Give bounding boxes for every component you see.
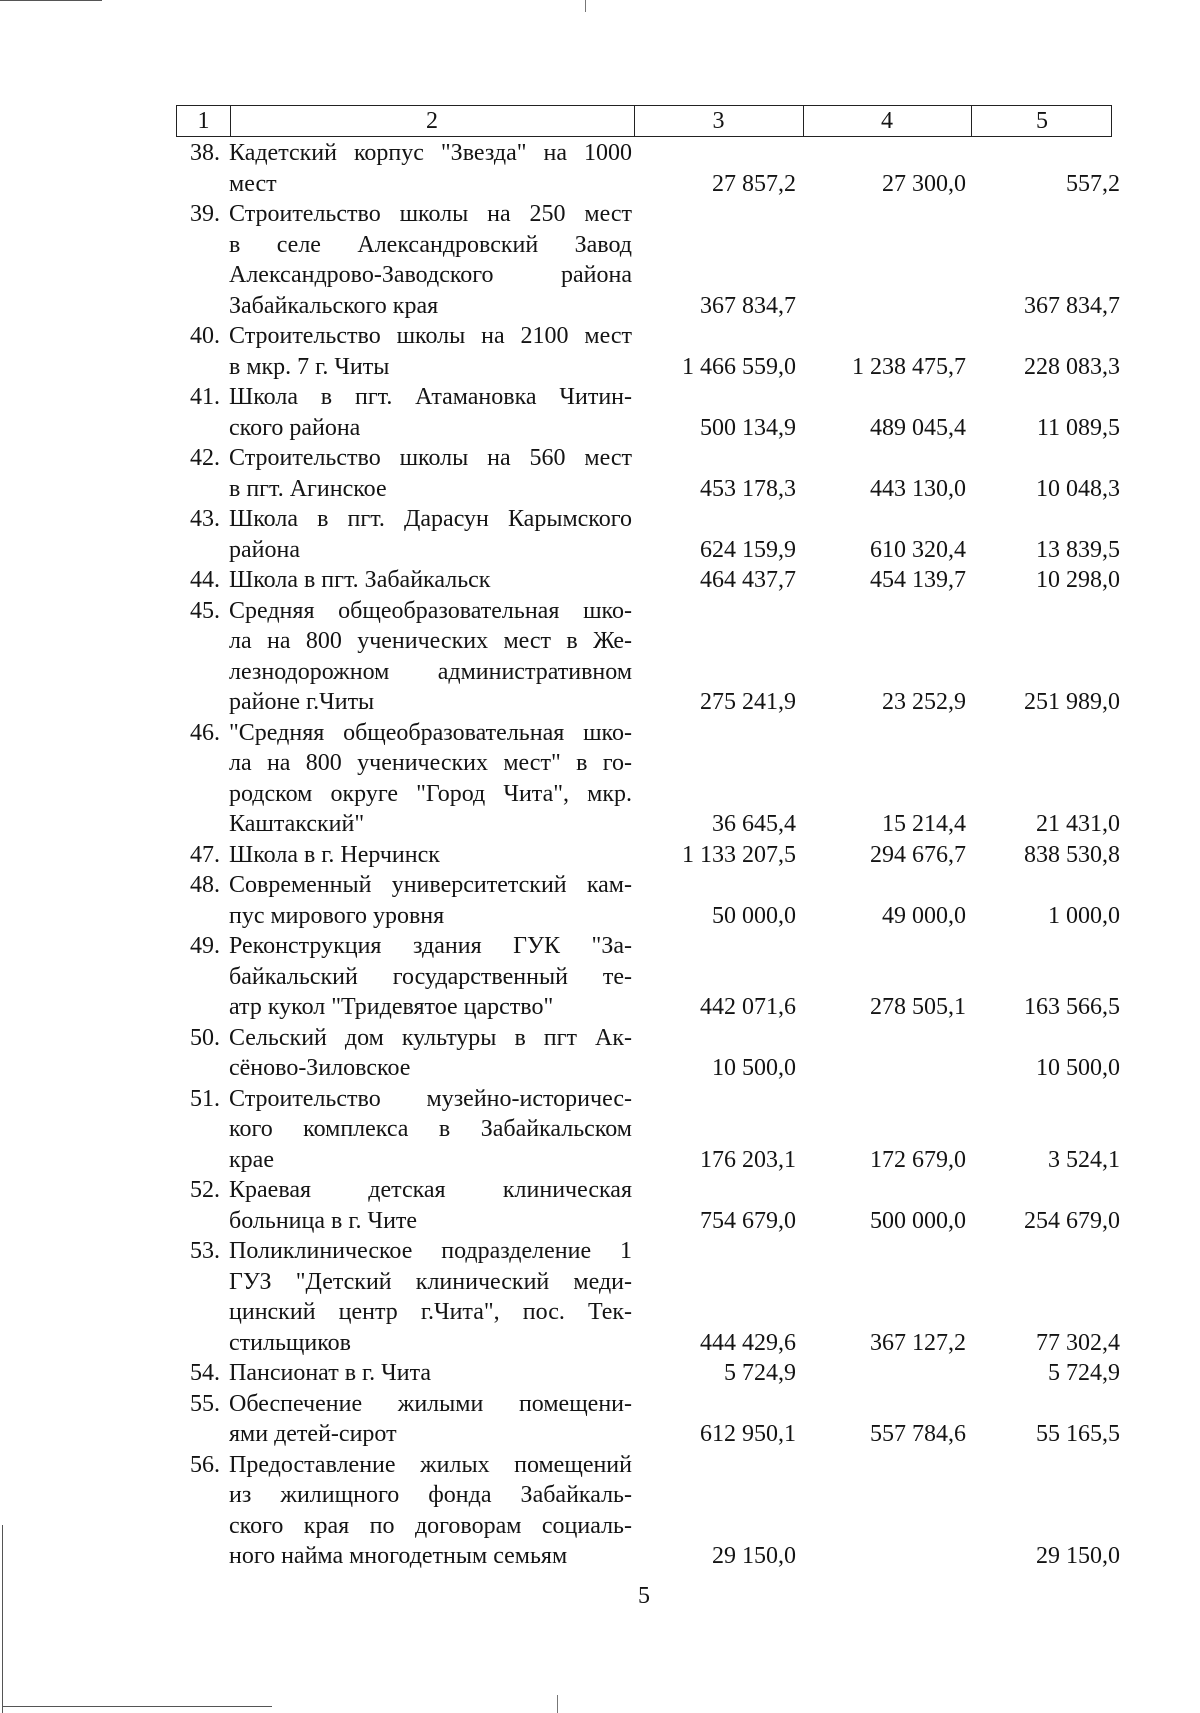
row-name-line: Средняя общеобразовательная шко- <box>229 597 632 624</box>
table-row <box>0 1450 1200 1572</box>
row-name-line: Строительство школы на 2100 мест <box>229 323 632 349</box>
row-name-line: крае <box>229 1146 274 1173</box>
row-name-line: Кадетский корпус "Звезда" на 1000 <box>229 140 632 166</box>
value-col-4: 610 320,4 <box>870 536 966 563</box>
value-col-4: 15 214,4 <box>882 811 966 837</box>
row-name-line: в селе Александровский Завод <box>229 231 632 258</box>
row-name-line: Строительство музейно-историчес- <box>229 1085 632 1112</box>
header-cell-2: 2 <box>426 107 438 134</box>
row-number: 39. <box>190 201 220 227</box>
value-col-3: 612 950,1 <box>700 1421 796 1447</box>
row-number: 56. <box>190 1451 220 1478</box>
row-name <box>229 1175 632 1236</box>
row-name <box>229 138 632 199</box>
row-name <box>229 199 632 321</box>
value-col-4: 23 252,9 <box>882 689 966 715</box>
table-row <box>0 931 1200 1023</box>
row-name <box>229 443 632 504</box>
header-cell-5: 5 <box>1036 107 1048 134</box>
row-name-line: ного найма многодетным семьям <box>229 1543 568 1569</box>
row-name-line: Реконструкция здания ГУК "За- <box>229 933 632 959</box>
scan-border-line <box>2 1706 272 1707</box>
value-col-5: 1 000,0 <box>1048 902 1120 929</box>
row-number: 41. <box>190 384 220 410</box>
row-name-line: Сельский дом культуры в пгт Ак- <box>229 1024 632 1051</box>
value-col-4: 489 045,4 <box>870 414 966 441</box>
row-number: 52. <box>190 1177 220 1203</box>
table-body <box>0 138 1200 1572</box>
row-name-line: пус мирового уровня <box>229 902 445 929</box>
row-name-line: кого комплекса в Забайкальском <box>229 1116 632 1142</box>
table-row <box>0 870 1200 931</box>
table-row <box>0 840 1200 871</box>
row-name-line: Поликлиническое подразделение 1 <box>229 1238 632 1264</box>
row-number: 45. <box>190 597 220 624</box>
row-name <box>229 504 632 565</box>
row-name-line: Школа в пгт. Атамановка Читин- <box>229 384 632 410</box>
row-name-line: Школа в пгт. Забайкальск <box>229 567 491 593</box>
row-number: 49. <box>190 933 220 959</box>
table-row <box>0 138 1200 199</box>
value-col-4: 27 300,0 <box>882 170 966 197</box>
header-cell-3: 3 <box>712 107 725 134</box>
row-number: 47. <box>190 841 220 868</box>
row-name <box>229 321 632 382</box>
row-name-line: Предоставление жилых помещений <box>229 1451 632 1478</box>
row-name-line: Строительство школы на 250 мест <box>229 201 632 227</box>
row-name-line: района <box>229 536 300 563</box>
value-col-5: 29 150,0 <box>1036 1543 1120 1569</box>
value-col-3: 464 437,7 <box>700 567 796 593</box>
scan-border-line <box>2 1525 3 1713</box>
row-number: 50. <box>190 1024 220 1051</box>
row-name-line: Краевая детская клиническая <box>229 1177 632 1203</box>
value-col-3: 5 724,9 <box>724 1360 796 1386</box>
row-name <box>229 1389 632 1450</box>
row-number: 38. <box>190 140 220 166</box>
row-name-line: Обеспечение жилыми помещени- <box>229 1390 632 1417</box>
row-name <box>229 718 632 840</box>
scan-mark <box>585 0 586 12</box>
value-col-5: 21 431,0 <box>1036 811 1120 837</box>
row-name-line: Забайкальского края <box>229 292 439 319</box>
value-col-5: 10 500,0 <box>1036 1055 1120 1081</box>
value-col-5: 3 524,1 <box>1048 1146 1120 1173</box>
table-row <box>0 565 1200 596</box>
value-col-4: 500 000,0 <box>870 1207 966 1234</box>
value-col-3: 624 159,9 <box>700 536 796 563</box>
row-name-line: "Средняя общеобразовательная шко- <box>229 719 632 746</box>
row-name-line: байкальский государственный те- <box>229 963 632 990</box>
value-col-4: 367 127,2 <box>870 1329 966 1356</box>
row-name-line: сёново-Зиловское <box>229 1055 411 1081</box>
row-name-line: стильщиков <box>229 1329 352 1356</box>
row-number: 46. <box>190 719 220 746</box>
table-row <box>0 1084 1200 1176</box>
row-name-line: в мкр. 7 г. Читы <box>229 353 390 380</box>
table-row <box>0 1236 1200 1358</box>
value-col-5: 10 048,3 <box>1036 475 1120 502</box>
row-name-line: ями детей-сирот <box>229 1421 397 1447</box>
value-col-4: 443 130,0 <box>870 475 966 502</box>
table-row <box>0 1358 1200 1389</box>
value-col-3: 176 203,1 <box>700 1146 796 1173</box>
row-number: 55. <box>190 1390 220 1417</box>
value-col-4: 172 679,0 <box>870 1146 966 1173</box>
row-number: 40. <box>190 323 220 349</box>
row-number: 54. <box>190 1360 220 1386</box>
value-col-3: 442 071,6 <box>700 994 796 1020</box>
row-name-line: в пгт. Агинское <box>229 475 387 502</box>
scan-border-line <box>0 0 102 1</box>
page-number: 5 <box>638 1583 650 1609</box>
value-col-3: 500 134,9 <box>700 414 796 441</box>
row-name-line: лезнодорожном административном <box>229 658 632 685</box>
value-col-5: 251 989,0 <box>1024 689 1120 715</box>
scan-mark <box>557 1695 558 1713</box>
row-name-line: больница в г. Чите <box>229 1207 418 1234</box>
value-col-4: 294 676,7 <box>870 841 966 868</box>
row-name-line: Школа в г. Нерчинск <box>229 841 440 868</box>
table-row <box>0 199 1200 321</box>
table-row <box>0 718 1200 840</box>
row-name-line: ского края по договорам социаль- <box>229 1512 632 1539</box>
value-col-3: 10 500,0 <box>712 1055 796 1081</box>
value-col-3: 29 150,0 <box>712 1543 796 1569</box>
value-col-4: 278 505,1 <box>870 994 966 1020</box>
row-name-line: ла на 800 ученических мест" в го- <box>229 750 632 776</box>
value-col-3: 275 241,9 <box>700 689 796 715</box>
row-number: 43. <box>190 506 220 532</box>
header-cell-4: 4 <box>881 107 893 134</box>
header-cell-1: 1 <box>197 107 210 134</box>
table-row <box>0 382 1200 443</box>
row-number: 48. <box>190 872 220 898</box>
value-col-3: 754 679,0 <box>700 1207 796 1234</box>
value-col-5: 77 302,4 <box>1036 1329 1120 1356</box>
row-name-line: ГУЗ "Детский клинический меди- <box>229 1268 632 1295</box>
value-col-3: 1 466 559,0 <box>682 353 796 380</box>
row-name-line: Пансионат в г. Чита <box>229 1360 432 1386</box>
row-number: 42. <box>190 445 220 471</box>
row-name-line: Школа в пгт. Дарасун Карымского <box>229 506 632 532</box>
row-name <box>229 565 632 596</box>
table-row <box>0 1023 1200 1084</box>
row-name <box>229 382 632 443</box>
row-name-line: ского района <box>229 414 361 441</box>
row-name <box>229 1084 632 1176</box>
row-name <box>229 596 632 718</box>
table-row <box>0 596 1200 718</box>
row-name-line: ла на 800 ученических мест в Же- <box>229 628 632 654</box>
value-col-3: 453 178,3 <box>700 475 796 502</box>
value-col-3: 367 834,7 <box>700 292 796 319</box>
row-name-line: Современный университетский кам- <box>229 872 632 898</box>
value-col-5: 228 083,3 <box>1024 353 1120 380</box>
row-number: 53. <box>190 1238 220 1264</box>
table-header <box>176 105 1112 137</box>
value-col-5: 10 298,0 <box>1036 567 1120 593</box>
row-name-line: мест <box>229 170 277 197</box>
value-col-3: 444 429,6 <box>700 1329 796 1356</box>
value-col-3: 27 857,2 <box>712 170 796 197</box>
value-col-5: 367 834,7 <box>1024 292 1120 319</box>
row-name <box>229 870 632 931</box>
value-col-5: 11 089,5 <box>1036 414 1120 441</box>
row-name-line: цинский центр г.Чита", пос. Тек- <box>229 1299 632 1325</box>
row-name <box>229 1023 632 1084</box>
table-row <box>0 504 1200 565</box>
value-col-5: 55 165,5 <box>1036 1421 1120 1447</box>
row-name-line: Строительство школы на 560 мест <box>229 445 632 471</box>
row-name <box>229 931 632 1023</box>
row-name <box>229 840 632 871</box>
value-col-5: 5 724,9 <box>1048 1360 1120 1386</box>
value-col-3: 36 645,4 <box>712 811 796 837</box>
row-name <box>229 1236 632 1358</box>
row-name-line: Александрово-Заводского района <box>229 262 632 288</box>
value-col-5: 13 839,5 <box>1036 536 1120 563</box>
table-row <box>0 1389 1200 1450</box>
row-number: 51. <box>190 1085 220 1112</box>
value-col-5: 557,2 <box>1066 170 1120 197</box>
value-col-3: 1 133 207,5 <box>682 841 796 868</box>
row-name-line: из жилищного фонда Забайкаль- <box>229 1482 632 1508</box>
value-col-4: 557 784,6 <box>870 1421 966 1447</box>
value-col-4: 49 000,0 <box>882 902 966 929</box>
value-col-5: 838 530,8 <box>1024 841 1120 868</box>
value-col-3: 50 000,0 <box>712 902 796 929</box>
row-name-line: атр кукол "Тридевятое царство" <box>229 994 554 1020</box>
table-row <box>0 321 1200 382</box>
row-name <box>229 1450 632 1572</box>
row-name-line: Каштакский" <box>229 811 365 837</box>
row-number: 44. <box>190 567 220 593</box>
value-col-4: 1 238 475,7 <box>852 353 966 380</box>
value-col-5: 254 679,0 <box>1024 1207 1120 1234</box>
row-name-line: родском округе "Город Чита", мкр. <box>229 780 632 807</box>
table-row <box>0 443 1200 504</box>
table-row <box>0 1175 1200 1236</box>
row-name <box>229 1358 632 1389</box>
value-col-5: 163 566,5 <box>1024 994 1120 1020</box>
row-name-line: районе г.Читы <box>229 689 375 715</box>
value-col-4: 454 139,7 <box>870 567 966 593</box>
